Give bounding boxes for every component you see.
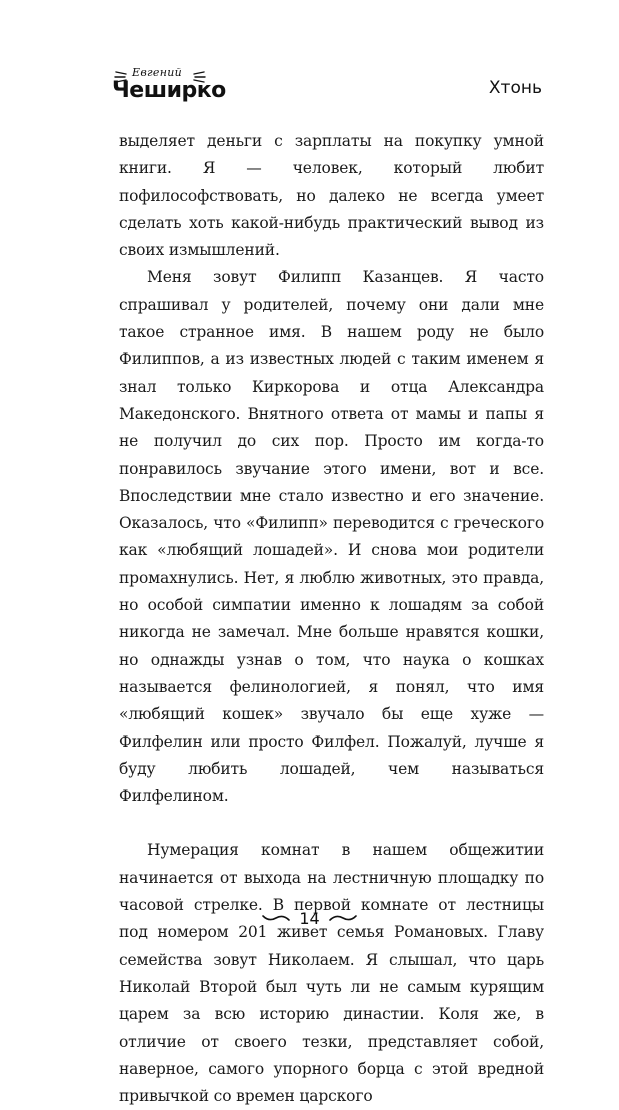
logo-first-name: Евгений xyxy=(132,66,183,79)
page-footer xyxy=(0,903,619,933)
running-head-title: Хтонь xyxy=(488,78,542,98)
body-text xyxy=(119,128,544,1110)
paragraph: выделяет деньги с зарплаты на покупку умной книги. Я — человек, который любит пофилософствовать, но далеко не всегда умеет сделать хоть какой-нибудь практический вывод из своих измышлений. xyxy=(119,132,544,260)
paragraph: Меня зовут Филипп Казанцев. Я часто спрашивал у родителей, почему они дали мне такое странное имя. В нашем роду не было Филиппов, а из известных людей с таким именем я знал только Киркорова и отца Александра Македонского. Внятного ответа от мамы и папы я не получил до сих пор. Просто им когда-то понравилось звучание этого имени, вот и все. Впоследствии мне стало известно и его значение. Оказалось, что «Филипп» переводится с греческого как «любящий лошадей». И снова мои родители промахнулись. Нет, я люблю животных, это правда, но особой симпатии именно к лошадям за собой никогда не замечал. Мне больше нравятся кошки, но однажды узнав о том, что наука о кошках называется фелинологией, я понял, что имя «любящий кошек» звучало бы еще хуже — Филфелин или просто Филфел. Пожалуй, лучше я буду любить лошадей, чем называться Филфелином. xyxy=(119,268,544,806)
author-logo xyxy=(102,66,226,112)
paragraph: Нумерация комнат в нашем общежитии начинается от выхода на лестничную площадку по часовой стрелке. В первой комнате от лестницы под номером 201 живет семья Романовых. Главу семейства зовут Николаем. Я слышал, что царь Николай Второй был чуть ли не самым курящим царем за всю историю династии. Коля же, в отличие от своего тезки, представляет собой, наверное, самого упорного борца с этой вредной привычкой со времен царского xyxy=(119,841,544,1106)
page-number: 14 xyxy=(299,908,320,928)
logo-last-name: Чеширко xyxy=(112,78,226,103)
right-wave-ornament-icon xyxy=(328,912,358,924)
left-wave-ornament-icon xyxy=(261,912,291,924)
